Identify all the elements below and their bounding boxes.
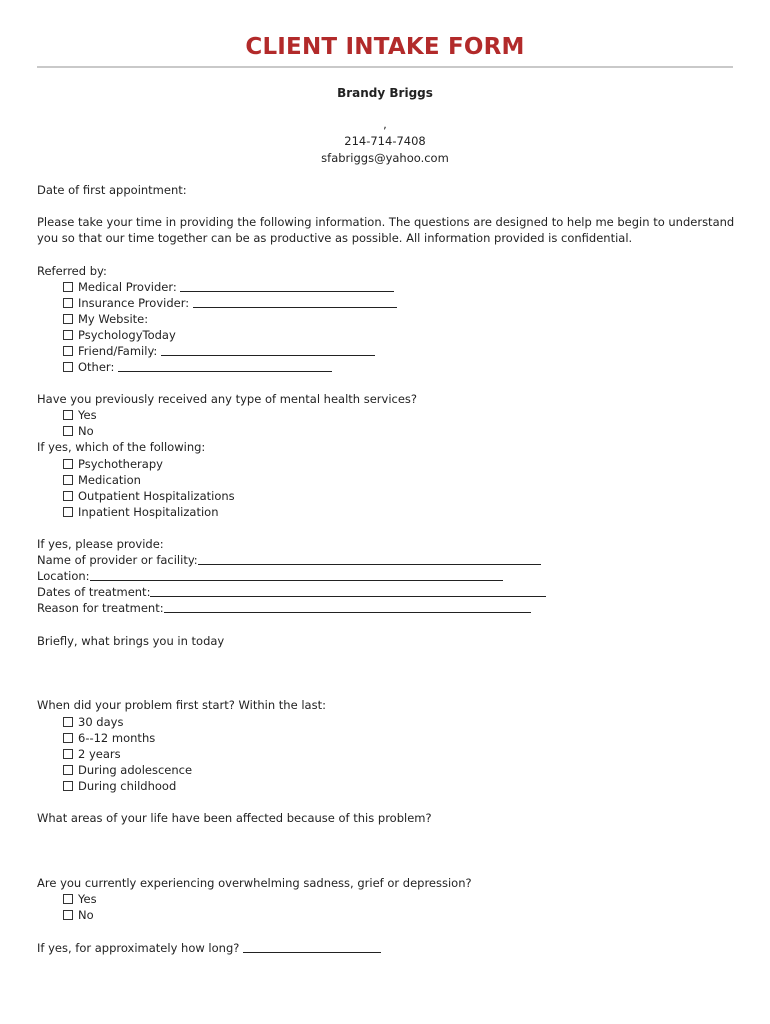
service-option-medication[interactable]: Medication	[63, 473, 141, 487]
which-services-label: If yes, which of the following:	[37, 440, 206, 454]
problem-start-question: When did your problem first start? Within the last:	[37, 698, 326, 712]
location-field[interactable]: Location:	[37, 569, 503, 583]
provider-name-field[interactable]: Name of provider or facility:	[37, 553, 541, 567]
intro-paragraph: Please take your time in providing the following information. The questions are designed to help me begin to understand you so that our time together can be as productive as possible. All information provided is confidential.	[37, 215, 735, 245]
address-separator: ,	[383, 117, 387, 131]
previous-no-option[interactable]: No	[63, 424, 94, 438]
phone-number: 214-714-7408	[344, 134, 426, 148]
referred-label: Referred by:	[37, 264, 107, 278]
referral-option-medical[interactable]: Medical Provider:	[63, 280, 394, 294]
referral-option-other[interactable]: Other:	[63, 360, 332, 374]
checkbox[interactable]	[63, 362, 73, 372]
checkbox[interactable]	[63, 765, 73, 775]
dates-treatment-field[interactable]: Dates of treatment:	[37, 585, 546, 599]
email-address: sfabriggs@yahoo.com	[321, 151, 449, 165]
how-long-field[interactable]: If yes, for approximately how long?	[37, 941, 381, 955]
start-option-adolescence[interactable]: During adolescence	[63, 763, 192, 777]
checkbox[interactable]	[63, 330, 73, 340]
provider-name-blank[interactable]	[198, 554, 541, 565]
date-first-appointment: Date of first appointment:	[37, 183, 187, 197]
checkbox[interactable]	[63, 459, 73, 469]
sadness-no-option[interactable]: No	[63, 908, 94, 922]
location-blank[interactable]	[90, 570, 503, 581]
referral-option-psychologytoday[interactable]: PsychologyToday	[63, 328, 176, 342]
checkbox[interactable]	[63, 491, 73, 501]
referral-option-insurance[interactable]: Insurance Provider:	[63, 296, 397, 310]
checkbox[interactable]	[63, 910, 73, 920]
checkbox[interactable]	[63, 475, 73, 485]
insurance-provider-blank[interactable]	[193, 297, 397, 308]
referral-option-friend-family[interactable]: Friend/Family:	[63, 344, 375, 358]
checkbox[interactable]	[63, 298, 73, 308]
reason-treatment-blank[interactable]	[164, 602, 531, 613]
how-long-blank[interactable]	[243, 942, 381, 953]
client-name: Brandy Briggs	[337, 86, 433, 100]
checkbox[interactable]	[63, 410, 73, 420]
checkbox[interactable]	[63, 346, 73, 356]
start-option-6-12-months[interactable]: 6--12 months	[63, 731, 155, 745]
provide-label: If yes, please provide:	[37, 537, 164, 551]
checkbox[interactable]	[63, 282, 73, 292]
other-blank[interactable]	[118, 361, 332, 372]
affected-areas-question: What areas of your life have been affected because of this problem?	[37, 811, 432, 825]
checkbox[interactable]	[63, 894, 73, 904]
previous-yes-option[interactable]: Yes	[63, 408, 97, 422]
checkbox[interactable]	[63, 314, 73, 324]
sadness-question: Are you currently experiencing overwhelming sadness, grief or depression?	[37, 876, 472, 890]
checkbox[interactable]	[63, 781, 73, 791]
checkbox[interactable]	[63, 426, 73, 436]
reason-treatment-field[interactable]: Reason for treatment:	[37, 601, 531, 615]
service-option-psychotherapy[interactable]: Psychotherapy	[63, 457, 163, 471]
checkbox[interactable]	[63, 717, 73, 727]
start-option-30-days[interactable]: 30 days	[63, 715, 123, 729]
service-option-outpatient[interactable]: Outpatient Hospitalizations	[63, 489, 235, 503]
checkbox[interactable]	[63, 507, 73, 517]
checkbox[interactable]	[63, 733, 73, 743]
referral-option-website[interactable]: My Website:	[63, 312, 148, 326]
form-title: CLIENT INTAKE FORM	[245, 34, 525, 60]
checkbox[interactable]	[63, 749, 73, 759]
service-option-inpatient[interactable]: Inpatient Hospitalization	[63, 505, 219, 519]
start-option-childhood[interactable]: During childhood	[63, 779, 176, 793]
friend-family-blank[interactable]	[161, 345, 375, 356]
title-divider	[37, 66, 733, 68]
start-option-2-years[interactable]: 2 years	[63, 747, 121, 761]
previous-services-question: Have you previously received any type of mental health services?	[37, 392, 418, 406]
sadness-yes-option[interactable]: Yes	[63, 892, 97, 906]
medical-provider-blank[interactable]	[180, 281, 394, 292]
brings-you-in-question: Briefly, what brings you in today	[37, 634, 225, 648]
dates-treatment-blank[interactable]	[150, 586, 546, 597]
